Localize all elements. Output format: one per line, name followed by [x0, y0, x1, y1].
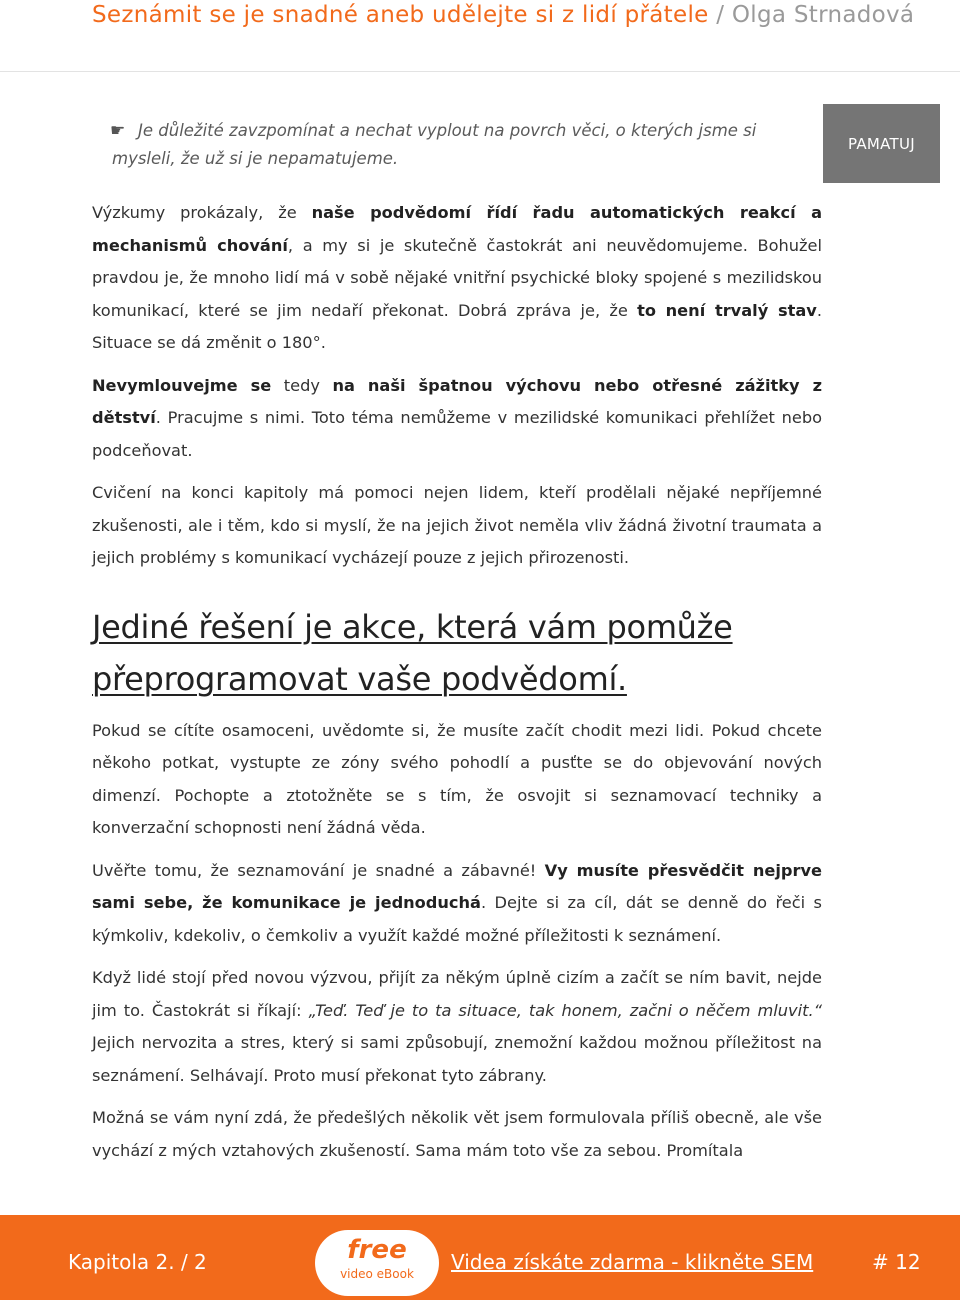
section-heading: Jediné řešení je akce, která vám pomůže přeprogramovat vaše podvědomí. [92, 607, 733, 698]
paragraph [92, 962, 822, 1092]
text-span: . Situace se dá změnit o 180°. [92, 300, 822, 352]
free-video-ebook-logo[interactable] [315, 1230, 439, 1296]
text-span: Uvěřte tomu, že seznamování je snadné a zábavné! [92, 860, 545, 880]
book-title: Seznámit se je snadné aneb udělejte si z lidí přátele [92, 2, 709, 28]
title-separator: / [716, 2, 725, 28]
logo-free-text: free [347, 1235, 407, 1265]
free-videos-link[interactable]: Videa získáte zdarma - klikněte SEM [451, 1250, 814, 1274]
chapter-label: Kapitola 2. / 2 [68, 1250, 207, 1274]
text-span: . Dejte si za cíl, dát se denně do řeči s kýmkoliv, kdekoliv, o čemkoliv a využít každé možné příležitosti k seznámení. [92, 893, 822, 945]
text-span: . Pracujme s nimi. Toto téma nemůžeme v mezilidské komunikaci přehlížet nebo podceňovat. [92, 408, 822, 460]
bold-text: to není trvalý stav [637, 300, 817, 320]
text-span: Když lidé stojí před novou výzvou, přijít za někým úplně cizím a začít se ním bavit, nejde jim to. Častokrát si říkají: [92, 968, 822, 1020]
paragraph [92, 855, 822, 953]
paragraph [92, 370, 822, 468]
bold-text: na naši špatnou výchovu nebo otřesné zážitky z dětství [92, 375, 823, 427]
paragraph: Cvičení na konci kapitoly má pomoci nejen lidem, kteří prodělali nějaké nepříjemné zkušenosti, ale i těm, kdo si myslí, že na jejich život neměla vliv žádná životní traumata a jejich problémy s komunikací vycházejí pouze z jejich přirozenosti. [92, 483, 822, 567]
page-header [0, 0, 960, 72]
text-span: Výzkumy prokázaly, že [92, 203, 312, 222]
paragraph: Možná se vám nyní zdá, že předešlých několik vět jsem formulovala příliš obecně, ale vše vychází z mých vztahových zkušeností. Sama mám toto vše za sebou. Promítala [92, 1108, 822, 1160]
main-content [92, 197, 822, 1177]
note-text: Je důležité zavzpomínat a nechat vyplout na povrch věci, o kterých jsme si mysleli, že už si je nepamatujeme. [112, 121, 757, 168]
bold-text: Vy musíte přesvědčit nejprve sami sebe, že komunikace je jednoduchá [92, 860, 822, 912]
page-number: # 12 [872, 1250, 921, 1274]
logo-subtitle: video eBook [340, 1267, 414, 1281]
quoted-thought: „Teď. Teď je to ta situace, tak honem, začni o něčem mluvit.“ [308, 1000, 822, 1020]
remember-badge: PAMATUJ [823, 104, 940, 183]
author-name: Olga Strnadová [731, 2, 915, 28]
bold-text: Nevymlouvejme se [92, 375, 272, 395]
text-span: Jejich nervozita a stres, který si sami způsobují, znemožní každou možnou příležitost na seznámení. Selhávají. Proto musí překonat tyto zábrany. [92, 1033, 822, 1085]
document-title [92, 0, 914, 30]
paragraph: Pokud se cítíte osamoceni, uvědomte si, že musíte začít chodit mezi lidi. Pokud chcete někoho potkat, vystupte ze zóny svého pohodlí a pusťte se do objevování nových dimenzí. Pochopte a ztotožněte se s tím, že osvojit si seznamovací techniky a konverzační schopnosti není žádná věda. [92, 720, 822, 837]
pointing-hand-icon: ☛ [110, 121, 126, 141]
page-footer [0, 1215, 960, 1300]
remember-note [112, 117, 802, 173]
text-span: , a my si je skutečně častokrát ani neuvědomujeme. Bohužel pravdou je, že mnoho lidí má v sobě nějaké vnitřní psychické bloky spojené s mezilidskou komunikací, které se jim nedaří překonat. Dobrá zpráva je, že [92, 235, 822, 320]
paragraph [92, 197, 822, 360]
text-span: tedy [271, 375, 333, 395]
bold-text: naše podvědomí řídí řadu automatických reakcí a mechanismů chování [92, 203, 822, 255]
